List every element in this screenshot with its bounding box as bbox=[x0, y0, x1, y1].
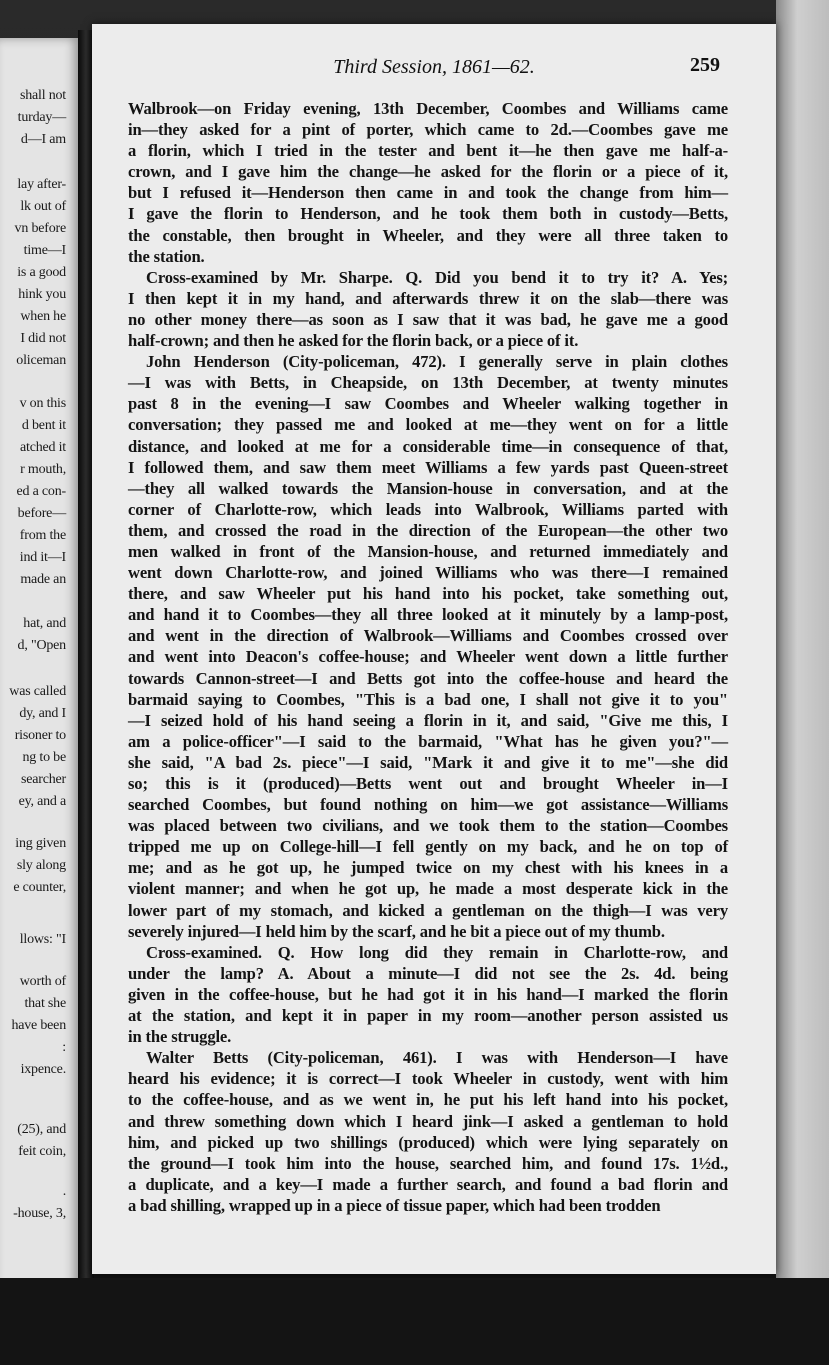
text-line: heard his evidence; it is correct—I took Wheeler in custody, went with him bbox=[128, 1069, 728, 1089]
text-line: and hand it to Coombes—they all three looked at it minutely by a lamp-post, bbox=[128, 605, 728, 625]
text-line: him, and picked up two shillings (produced) which were lying separately on bbox=[128, 1132, 728, 1152]
left-page-fragment: d, "Open bbox=[17, 638, 66, 653]
text-line: and went into Deacon's coffee-house; and Wheeler went down a little further bbox=[128, 647, 728, 667]
text-line: at the station, and kept it in paper in my room—another person assisted us bbox=[128, 1006, 728, 1026]
text-line: the ground—I took him into the house, searched him, and found 17s. 1½d., bbox=[128, 1153, 728, 1173]
text-line: under the lamp? A. About a minute—I did not see the 2s. 4d. being bbox=[128, 963, 728, 983]
text-line: given in the coffee-house, but he had got it in his hand—I marked the florin bbox=[128, 984, 728, 1004]
text-line: so; this is it (produced)—Betts went out and brought Wheeler in—I bbox=[128, 774, 728, 793]
text-line: in—they asked for a pint of porter, which came to 2d.—Coombes gave me bbox=[128, 120, 728, 140]
text-line: corner of Charlotte-row, which leads into Walbrook, Williams parted with bbox=[128, 499, 728, 519]
left-page-fragment: lk out of bbox=[20, 199, 66, 214]
text-line: I followed them, and saw them meet Williams a few yards past Queen-street bbox=[128, 457, 728, 477]
text-line: went down Charlotte-row, and joined Williams who was there—I remained bbox=[128, 563, 728, 583]
text-line: barmaid saying to Coombes, "This is a bad one, I shall not give it to you" bbox=[128, 689, 728, 709]
text-line: —I seized hold of his hand seeing a florin in it, and said, "Give me this, I bbox=[128, 710, 728, 730]
text-line: the constable, then brought in Wheeler, and they were all three taken to bbox=[128, 225, 728, 245]
text-line: and went in the direction of Walbrook—Williams and Coombes crossed over bbox=[128, 626, 728, 646]
left-page-fragment: ind it—I bbox=[19, 550, 66, 565]
body-text bbox=[128, 98, 728, 1216]
paragraph bbox=[128, 267, 728, 351]
left-page-fragment: was called bbox=[9, 684, 66, 699]
left-page-fragment: from the bbox=[19, 528, 66, 543]
text-line: but I refused it—Henderson then came in and took the change from him— bbox=[128, 183, 728, 203]
text-line: there, and saw Wheeler put his hand into his pocket, take something out, bbox=[128, 584, 728, 604]
right-margin-strip bbox=[776, 0, 829, 1365]
text-line: distance, and looked at me for a considerable time—in consequence of that, bbox=[128, 436, 728, 456]
text-line: Walbrook—on Friday evening, 13th December, Coombes and Williams came bbox=[128, 99, 728, 118]
text-line: them, and crossed the road in the direction of the European—the other two bbox=[128, 520, 728, 540]
left-page-fragment: shall not bbox=[19, 88, 66, 103]
text-line: severely injured—I held him by the scarf, and he bit a piece out of my thumb. bbox=[128, 921, 665, 941]
bottom-dark-band bbox=[0, 1278, 829, 1365]
text-line: Cross-examined. Q. How long did they remain in Charlotte-row, and bbox=[146, 942, 728, 962]
left-page-fragment: risoner to bbox=[14, 728, 66, 743]
left-page-fragment: . bbox=[62, 1184, 66, 1199]
text-line: was placed between two civilians, and we took them to the station—Coombes bbox=[128, 816, 728, 836]
left-facing-page bbox=[0, 38, 80, 1300]
left-page-fragment: feit coin, bbox=[18, 1144, 66, 1159]
left-page-fragment: d—I am bbox=[20, 132, 66, 147]
left-page-fragment: ixpence. bbox=[20, 1062, 66, 1077]
paragraph bbox=[128, 98, 728, 267]
left-page-fragment: (25), and bbox=[17, 1122, 66, 1137]
text-line: the station. bbox=[128, 246, 205, 266]
left-page-fragment: dy, and I bbox=[19, 706, 66, 721]
text-line: lower part of my stomach, and kicked a gentleman on the thigh—I was very bbox=[128, 900, 728, 920]
text-line: no other money there—as soon as I saw that it was bad, he gave me a good bbox=[128, 309, 728, 329]
text-line: she said, "A bad 2s. piece"—I said, "Mark it and give it to me"—she did bbox=[128, 752, 728, 772]
left-page-fragment: is a good bbox=[17, 265, 66, 280]
paragraph bbox=[128, 1047, 728, 1216]
text-line: towards Cannon-street—I and Betts got into the coffee-house and heard the bbox=[128, 668, 728, 688]
left-page-fragment: sly along bbox=[16, 858, 66, 873]
left-page-fragment: v on this bbox=[19, 396, 66, 411]
left-page-fragment: ing given bbox=[15, 836, 66, 851]
text-line: John Henderson (City-policeman, 472). I generally serve in plain clothes bbox=[146, 352, 728, 372]
left-page-fragment: lay after- bbox=[17, 177, 66, 192]
left-page-fragment: turday— bbox=[17, 110, 66, 125]
left-page-fragment: ey, and a bbox=[18, 794, 66, 809]
left-page-fragment: worth of bbox=[19, 974, 66, 989]
text-line: I gave the florin to Henderson, and he took them both in custody—Betts, bbox=[128, 204, 728, 224]
left-page-fragment: searcher bbox=[20, 772, 66, 787]
text-line: searched Coombes, but found nothing on him—we got assistance—Williams bbox=[128, 795, 728, 815]
page-number: 259 bbox=[690, 54, 720, 76]
text-line: me; and as he got up, he jumped twice on my chest with his knees in a bbox=[128, 858, 728, 878]
text-line: —I was with Betts, in Cheapside, on 13th December, at twenty minutes bbox=[128, 373, 728, 393]
left-page-fragment: : bbox=[62, 1040, 66, 1055]
text-line: to the coffee-house, and as we went in, he put his left hand into his pocket, bbox=[128, 1090, 728, 1110]
left-page-fragment: ed a con- bbox=[16, 484, 66, 499]
left-page-fragment: time—I bbox=[23, 243, 66, 258]
left-page-fragment: hink you bbox=[18, 287, 66, 302]
left-page-fragment: ng to be bbox=[22, 750, 66, 765]
left-page-fragment: made an bbox=[20, 572, 66, 587]
left-page-fragment: e counter, bbox=[13, 880, 66, 895]
left-page-fragment: r mouth, bbox=[20, 462, 66, 477]
text-line: men walked in front of the Mansion-house, and returned immediately and bbox=[128, 541, 728, 561]
text-line: Cross-examined by Mr. Sharpe. Q. Did you bend it to try it? A. Yes; bbox=[146, 267, 728, 287]
text-line: and threw something down which I heard jink—I asked a gentleman to hold bbox=[128, 1111, 728, 1131]
left-page-fragment: d bent it bbox=[21, 418, 66, 433]
text-line: a florin, which I tried in the tester and bent it—he then gave me half-a- bbox=[128, 141, 728, 161]
text-line: a duplicate, and a key—I made a further search, and found a bad florin and bbox=[128, 1174, 728, 1194]
left-page-fragment: -house, 3, bbox=[13, 1206, 66, 1221]
text-line: crown, and I gave him the change—he asked for the florin or a piece of it, bbox=[128, 162, 728, 182]
text-line: tripped me up on College-hill—I fell gently on my back, and he on top of bbox=[128, 837, 728, 857]
text-line: in the struggle. bbox=[128, 1027, 232, 1047]
paragraph bbox=[128, 351, 728, 942]
text-line: Walter Betts (City-policeman, 461). I was with Henderson—I have bbox=[146, 1048, 728, 1068]
left-page-fragment: oliceman bbox=[16, 353, 66, 368]
left-page-fragment: llows: "I bbox=[19, 932, 66, 947]
left-page-fragment: atched it bbox=[19, 440, 66, 455]
text-line: conversation; they passed me and looked at me—they went on for a little bbox=[128, 415, 728, 435]
text-line: past 8 in the evening—I saw Coombes and Wheeler walking together in bbox=[128, 394, 728, 414]
page-header bbox=[92, 56, 776, 82]
paragraph bbox=[128, 942, 728, 1047]
left-page-fragment: that she bbox=[24, 996, 66, 1011]
text-line: half-crown; and then he asked for the florin back, or a piece of it. bbox=[128, 331, 579, 351]
text-line: a bad shilling, wrapped up in a piece of tissue paper, which had been trodden bbox=[128, 1195, 661, 1215]
left-page-fragment: when he bbox=[20, 309, 66, 324]
left-page-fragment: before— bbox=[17, 506, 66, 521]
text-line: —they all walked towards the Mansion-house in conversation, and at the bbox=[128, 478, 728, 498]
left-page-fragment: hat, and bbox=[23, 616, 66, 631]
text-line: violent manner; and when he got up, he made a most desperate kick in the bbox=[128, 879, 728, 899]
left-page-fragment: vn before bbox=[14, 221, 66, 236]
text-line: am a police-officer"—I said to the barmaid, "What has he given you?"— bbox=[128, 731, 728, 751]
running-title: Third Session, 1861—62. bbox=[333, 56, 535, 78]
text-line: I then kept it in my hand, and afterwards threw it on the slab—there was bbox=[128, 288, 728, 308]
left-page-fragment: have been bbox=[11, 1018, 66, 1033]
left-page-fragment: I did not bbox=[20, 331, 66, 346]
